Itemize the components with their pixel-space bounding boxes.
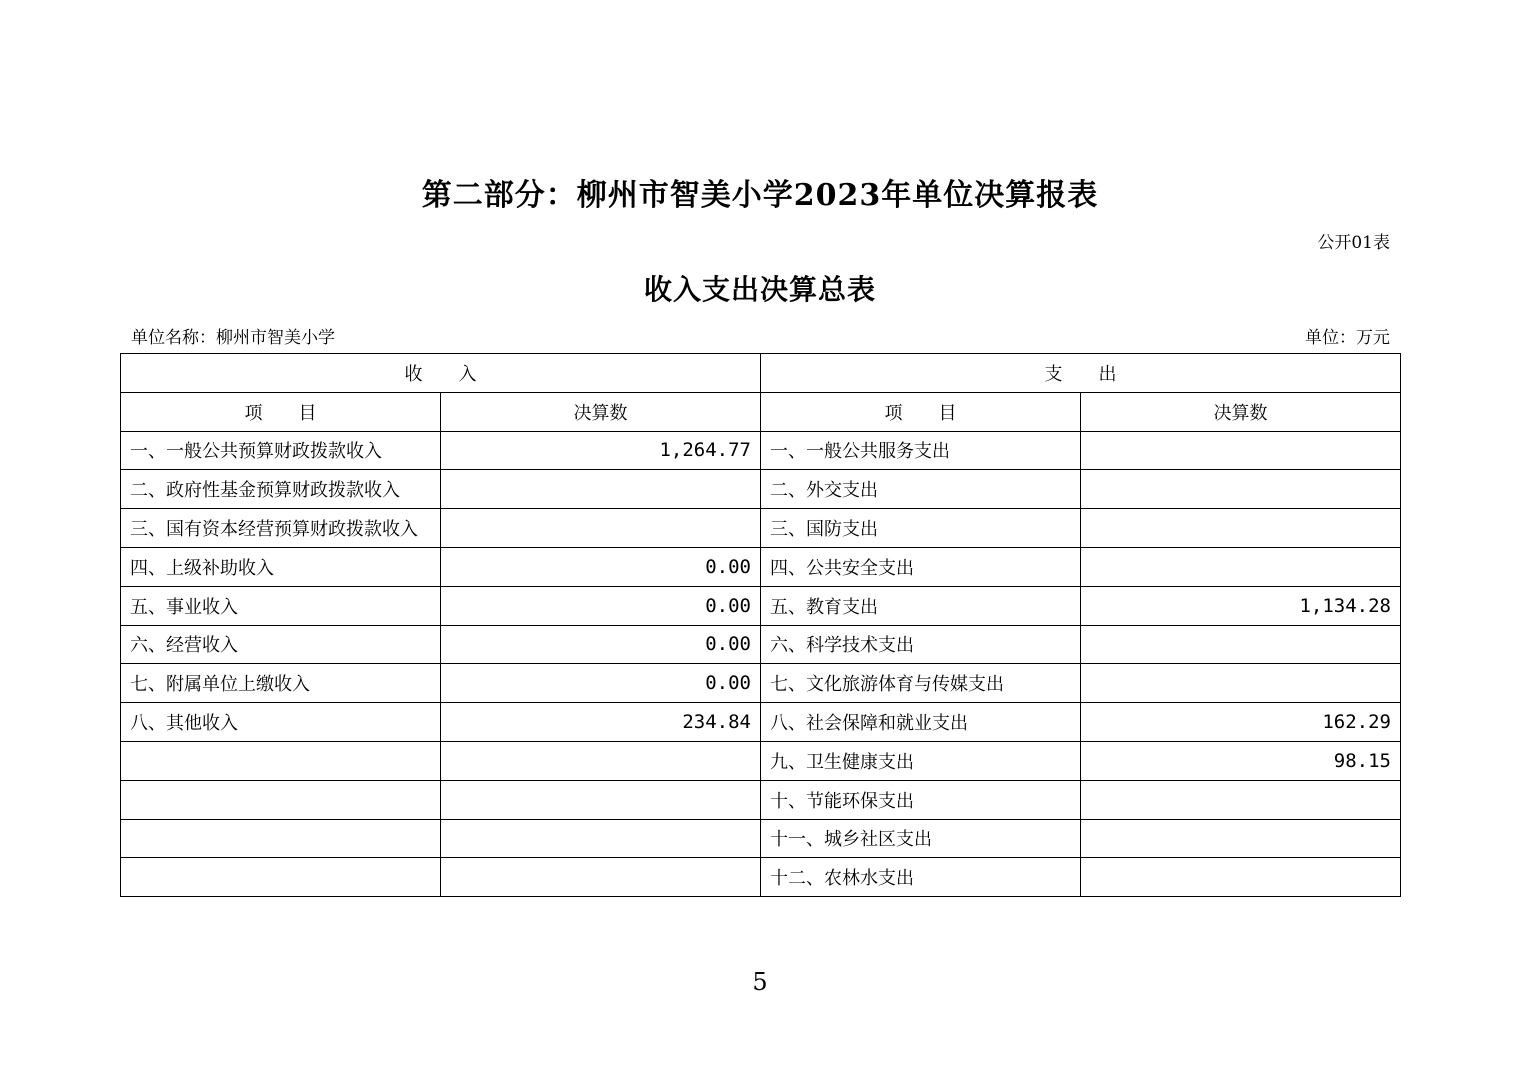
expense-amount-cell — [1081, 470, 1401, 509]
expense-item-cell: 二、外交支出 — [761, 470, 1081, 509]
table-title: 收入支出决算总表 — [643, 273, 876, 306]
income-amount-cell: 0.00 — [441, 664, 761, 703]
income-item-cell: 三、国有资本经营预算财政拨款收入 — [121, 509, 441, 548]
income-item-cell: 一、一般公共预算财政拨款收入 — [121, 431, 441, 470]
expense-item-cell: 六、科学技术支出 — [761, 625, 1081, 664]
expense-amount-cell — [1081, 819, 1401, 858]
table-row — [121, 664, 1401, 703]
section-header-row — [121, 354, 1401, 393]
expense-amount-column-header: 决算数 — [1081, 392, 1401, 431]
income-amount-cell: 234.84 — [441, 703, 761, 742]
expense-item-column-header: 项 目 — [761, 392, 1081, 431]
expense-amount-cell — [1081, 780, 1401, 819]
table-row — [121, 431, 1401, 470]
expense-item-cell: 十二、农林水支出 — [761, 858, 1081, 897]
expense-amount-cell — [1081, 431, 1401, 470]
expense-item-cell: 三、国防支出 — [761, 509, 1081, 548]
expense-item-cell: 九、卫生健康支出 — [761, 741, 1081, 780]
income-item-cell: 五、事业收入 — [121, 586, 441, 625]
income-amount-cell: 1,264.77 — [441, 431, 761, 470]
page-number: 5 — [752, 968, 768, 996]
expense-item-cell: 七、文化旅游体育与传媒支出 — [761, 664, 1081, 703]
table-row — [121, 470, 1401, 509]
income-item-cell — [121, 780, 441, 819]
income-item-cell: 八、其他收入 — [121, 703, 441, 742]
table-row — [121, 547, 1401, 586]
income-item-cell — [121, 819, 441, 858]
expense-amount-cell — [1081, 858, 1401, 897]
table-row — [121, 586, 1401, 625]
income-amount-cell: 0.00 — [441, 586, 761, 625]
expense-item-cell: 五、教育支出 — [761, 586, 1081, 625]
form-code: 公开01表 — [1317, 233, 1390, 253]
income-item-cell — [121, 858, 441, 897]
income-amount-cell — [441, 509, 761, 548]
column-header-row — [121, 392, 1401, 431]
expense-amount-cell — [1081, 547, 1401, 586]
income-amount-cell: 0.00 — [441, 625, 761, 664]
income-item-cell: 四、上级补助收入 — [121, 547, 441, 586]
expense-amount-cell — [1081, 664, 1401, 703]
income-amount-cell — [441, 741, 761, 780]
income-item-cell: 六、经营收入 — [121, 625, 441, 664]
unit-label: 单位：万元 — [1305, 328, 1390, 348]
expense-amount-cell — [1081, 509, 1401, 548]
table-row — [121, 625, 1401, 664]
expense-amount-cell: 162.29 — [1081, 703, 1401, 742]
expense-item-cell: 四、公共安全支出 — [761, 547, 1081, 586]
expense-item-cell: 十、节能环保支出 — [761, 780, 1081, 819]
income-amount-cell — [441, 780, 761, 819]
expense-amount-cell: 98.15 — [1081, 741, 1401, 780]
income-amount-cell: 0.00 — [441, 547, 761, 586]
expense-item-cell: 八、社会保障和就业支出 — [761, 703, 1081, 742]
table-row — [121, 509, 1401, 548]
income-amount-cell — [441, 819, 761, 858]
income-section-header: 收 入 — [121, 354, 761, 393]
income-expense-table — [120, 353, 1401, 897]
income-item-cell — [121, 741, 441, 780]
income-amount-cell — [441, 858, 761, 897]
income-item-cell: 七、附属单位上缴收入 — [121, 664, 441, 703]
expense-item-cell: 一、一般公共服务支出 — [761, 431, 1081, 470]
income-item-cell: 二、政府性基金预算财政拨款收入 — [121, 470, 441, 509]
table-row — [121, 780, 1401, 819]
expense-section-header: 支 出 — [761, 354, 1401, 393]
expense-amount-cell — [1081, 625, 1401, 664]
expense-amount-cell: 1,134.28 — [1081, 586, 1401, 625]
expense-item-cell: 十一、城乡社区支出 — [761, 819, 1081, 858]
income-item-column-header: 项 目 — [121, 392, 441, 431]
part-title: 第二部分：柳州市智美小学2023年单位决算报表 — [421, 178, 1099, 213]
income-amount-cell — [441, 470, 761, 509]
table-row — [121, 819, 1401, 858]
table-row — [121, 703, 1401, 742]
table-row — [121, 741, 1401, 780]
income-amount-column-header: 决算数 — [441, 392, 761, 431]
table-row — [121, 858, 1401, 897]
unit-name: 单位名称：柳州市智美小学 — [131, 328, 335, 348]
